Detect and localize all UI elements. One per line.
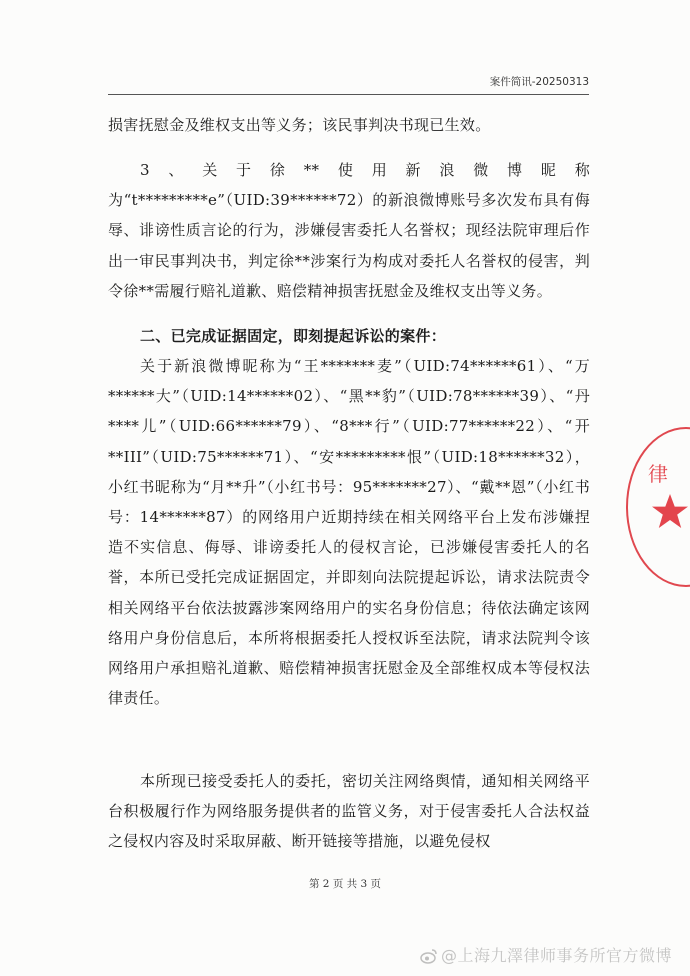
page-number: 第 2 页 共 3 页: [308, 878, 382, 890]
paragraph-monitoring: 本所现已接受委托人的委托，密切关注网络舆情，通知相关网络平台积极履行作为网络服务提供者的监管义务，对于侵害委托人合法权益之侵权内容及时采取屏蔽、断开链接等措施，以避免侵权: [108, 772, 590, 851]
paragraph-continuation: 损害抚慰金及维权支出等义务；该民事判决书现已生效。: [108, 116, 491, 134]
document-header: 案件简讯-20250313: [489, 76, 589, 88]
section-heading: 二、已完成证据固定，即刻提起诉讼的案件：: [140, 327, 447, 345]
paragraph-item-3: 3、关于徐**使用新浪微博昵称为“t*********e”（UID:39******72）的新浪微博账号多次发布具有侮辱、诽谤性质言论的行为，涉嫌侵害委托人名誉权；现经法院审理后作出一审民事判决书，判定徐**涉案行为构成对委托人名誉权的侵害，判令徐**需履行赔礼道歉、赔偿精神损害抚慰金及维权支出等义务。: [108, 161, 590, 300]
seal-star-icon: [650, 492, 690, 532]
weibo-logo-icon: [420, 948, 438, 964]
header-divider: [108, 94, 589, 95]
paragraph-pending-cases: 关于新浪微博昵称为“王*******麦”（UID:74******61）、“万******大”（UID:14******02）、“黑**豹”（UID:78******39）、“丹****儿”（UID:66******79）、“8***行”（UID:77******22）、“开**III”（UID:75******71）、“安*********恨”（UID:18******32），小红书昵称为“月**升”（小红书号：95*******27）、“戴**恩”（小红书号：14******87）的网络用户近期持续在相关网络平台上发布涉嫌捏造不实信息、侮辱、诽谤委托人的侵权言论，已涉嫌侵害委托人的名誉，本所已受托完成证据固定，并即刻向法院提起诉讼，请求法院责令相关网络平台依法披露涉案网络用户的实名身份信息；待依法确定该网络用户身份信息后，本所将根据委托人授权诉至法院，请求法院判令该网络用户承担赔礼道歉、赔偿精神损害抚慰金及全部维权成本等侵权法律责任。: [108, 357, 590, 708]
weibo-watermark: [420, 943, 672, 966]
watermark-text: @上海九澤律师事务所官方微博: [440, 946, 672, 965]
seal-character: 律: [648, 462, 668, 486]
